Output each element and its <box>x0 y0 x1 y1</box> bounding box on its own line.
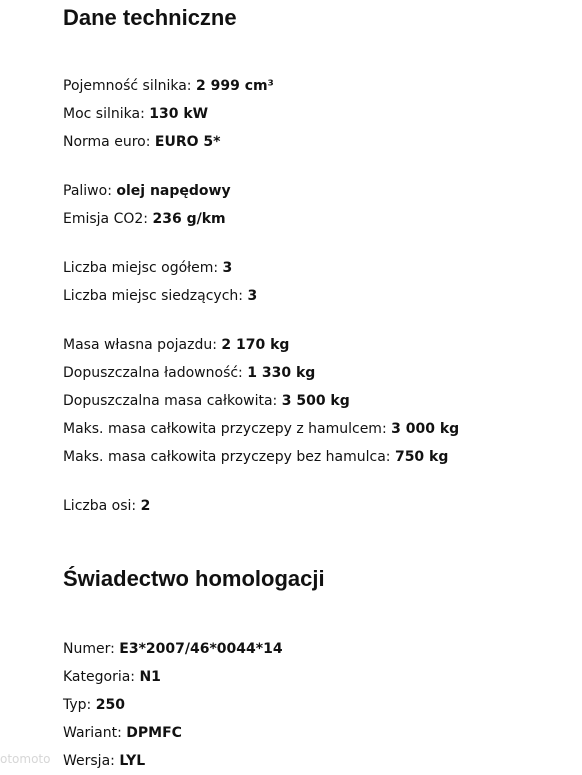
spec-row-engine-power <box>63 105 208 123</box>
spec-row-braked-trailer <box>63 420 459 438</box>
spec-value: 2 999 cm³ <box>195 78 274 94</box>
spec-row-total-seats <box>63 259 232 277</box>
watermark: otomoto <box>0 752 51 766</box>
spec-row-version <box>63 752 145 770</box>
spec-label: Numer: <box>63 641 120 657</box>
spec-row-payload <box>63 364 315 382</box>
spec-row-homologation-number <box>63 640 283 658</box>
spec-label: Paliwo: <box>63 183 117 199</box>
spec-row-co2-emission <box>63 210 226 228</box>
spec-row-euro-norm <box>63 133 220 151</box>
spec-value: olej napędowy <box>116 183 231 199</box>
spec-value: LYL <box>119 753 146 769</box>
spec-row-gross-weight <box>63 392 350 410</box>
spec-value: 2 170 kg <box>221 337 290 353</box>
spec-label: Norma euro: <box>63 134 155 150</box>
spec-row-category <box>63 668 161 686</box>
spec-value: EURO 5* <box>154 134 221 150</box>
spec-value: DPMFC <box>126 725 182 741</box>
spec-value: N1 <box>139 669 161 685</box>
spec-row-engine-capacity <box>63 77 274 95</box>
spec-value: 130 kW <box>149 106 209 122</box>
spec-label: Maks. masa całkowita przyczepy bez hamulca: <box>63 449 395 465</box>
spec-label: Liczba osi: <box>63 498 141 514</box>
spec-row-curb-weight <box>63 336 289 354</box>
spec-row-variant <box>63 724 182 742</box>
spec-value: 250 <box>95 697 125 713</box>
spec-label: Dopuszczalna ładowność: <box>63 365 248 381</box>
spec-value: 3 <box>247 288 258 304</box>
spec-label: Emisja CO2: <box>63 211 153 227</box>
spec-value: 236 g/km <box>152 211 226 227</box>
spec-row-seating-places <box>63 287 257 305</box>
section-title-technical-data: Dane techniczne <box>63 5 237 30</box>
section-title-homologation: Świadectwo homologacji <box>63 566 325 591</box>
spec-label: Dopuszczalna masa całkowita: <box>63 393 282 409</box>
spec-row-fuel <box>63 182 231 200</box>
spec-value: 3 <box>222 260 233 276</box>
spec-value: E3*2007/46*0044*14 <box>119 641 283 657</box>
spec-label: Pojemność silnika: <box>63 78 196 94</box>
spec-label: Moc silnika: <box>63 106 150 122</box>
spec-label: Liczba miejsc siedzących: <box>63 288 248 304</box>
spec-value: 2 <box>140 498 151 514</box>
spec-value: 3 500 kg <box>281 393 350 409</box>
spec-label: Wariant: <box>63 725 127 741</box>
spec-label: Maks. masa całkowita przyczepy z hamulcem: <box>63 421 392 437</box>
spec-value: 750 kg <box>394 449 449 465</box>
spec-row-unbraked-trailer <box>63 448 448 466</box>
spec-label: Wersja: <box>63 753 120 769</box>
spec-value: 3 000 kg <box>391 421 460 437</box>
spec-label: Masa własna pojazdu: <box>63 337 222 353</box>
spec-label: Liczba miejsc ogółem: <box>63 260 223 276</box>
spec-label: Typ: <box>63 697 96 713</box>
spec-row-type <box>63 696 125 714</box>
spec-value: 1 330 kg <box>247 365 316 381</box>
spec-row-axles <box>63 497 150 515</box>
spec-label: Kategoria: <box>63 669 140 685</box>
